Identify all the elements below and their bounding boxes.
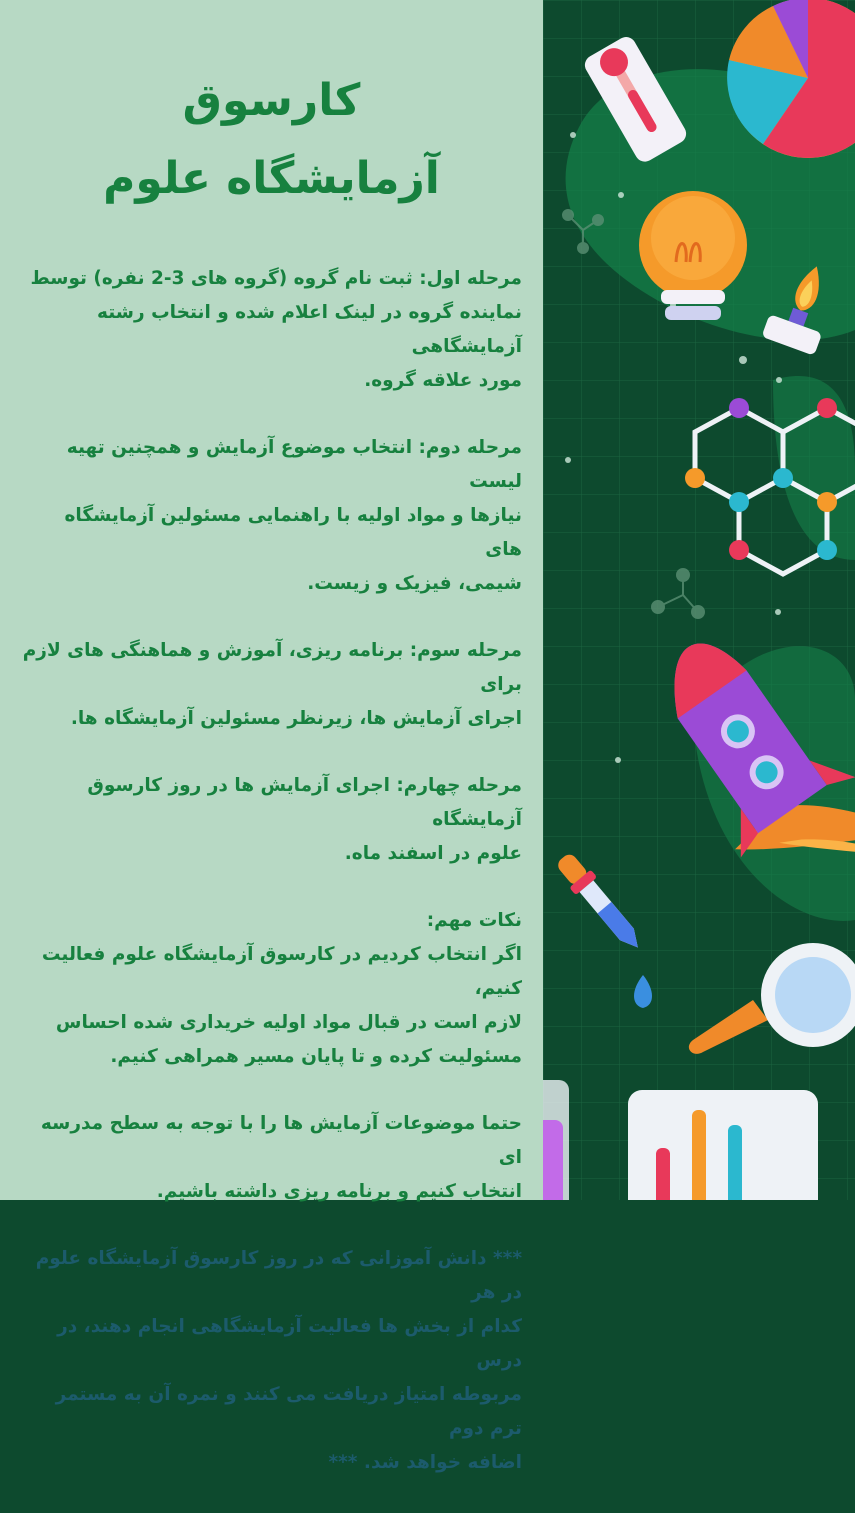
step-3-paragraph: مرحله سوم: برنامه ریزی، آموزش و هماهنگی های لازم برای اجرای آزمایش ها، زیرنظر مسئولین آزمایشگاه ها. [22,640,522,729]
score-note-paragraph: *** دانش آموزانی که در روز کارسوق آزمایشگاه علوم در هر کدام از بخش ها فعالیت آزمایشگاهی انجام دهند، در درس مربوطه امتیاز دریافت می کنند و نمره آن به مستمر ترم دوم اضافه خواهد شد. *** [35,1248,522,1473]
poster-subtitle: آزمایشگاه علوم [103,153,440,204]
test-tube-icon [543,1080,569,1200]
planning-note-paragraph: حتما موضوعات آزمایش ها را با توجه به سطح مدرسه ای انتخاب کنیم و برنامه ریزی داشته باشیم. [40,1113,522,1202]
step-1-paragraph: مرحله اول: ثبت نام گروه (گروه های 3-2 نفره) توسط نماینده گروه در لینک اعلام شده و انتخاب رشته آزمایشگاهی مورد علاقه گروه. [30,268,522,391]
poster-title: کارسوق [182,75,361,126]
poster-content [22,262,522,1513]
science-illustration [543,0,855,1200]
step-4-paragraph: مرحله چهارم: اجرای آزمایش ها در روز کارسوق آزمایشگاه علوم در اسفند ماه. [87,775,522,864]
bar-chart-icon [628,1090,818,1200]
important-notes-paragraph: نکات مهم: اگر انتخاب کردیم در کارسوق آزمایشگاه علوم فعالیت کنیم، لازم است در قبال مواد اولیه خریداری شده احساس مسئولیت کرده و تا پایان مسیر همراهی کنیم. [41,910,522,1067]
step-2-paragraph: مرحله دوم: انتخاب موضوع آزمایش و همچنین تهیه لیست نیازها و مواد اولیه با راهنمایی مسئولین آزمایشگاه های شیمی، فیزیک و زیست. [64,437,522,594]
